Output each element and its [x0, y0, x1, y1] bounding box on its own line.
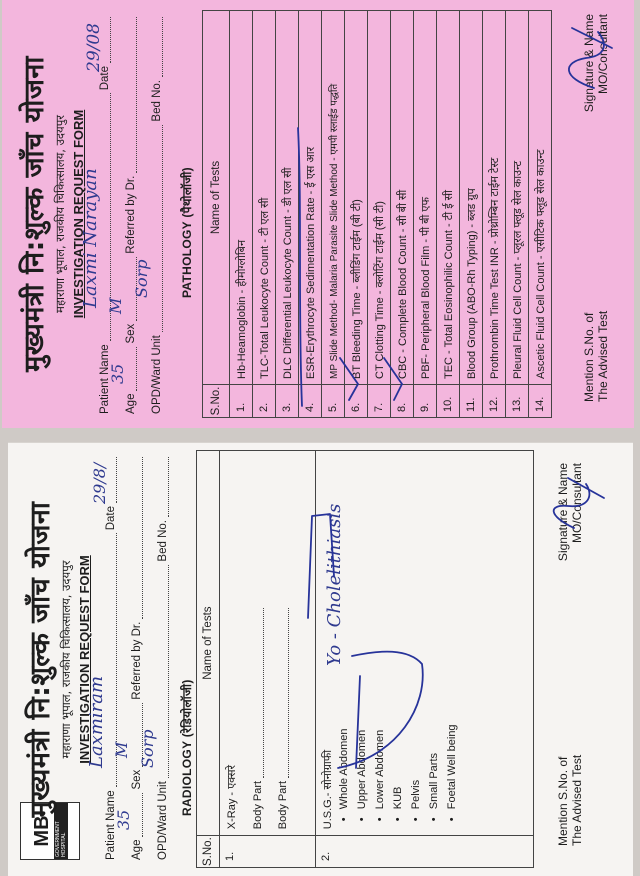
- signature-mark: [554, 478, 604, 528]
- ct-tick-mark: [340, 358, 358, 400]
- usg-option[interactable]: •Lower Abdomen: [374, 729, 386, 822]
- cbc-tick-mark: [384, 358, 402, 400]
- bracket-mark: [308, 514, 334, 618]
- row-test: Ascetic Fluid Cell Count - एसीटिक फ्लूड सेल काउन्ट: [529, 11, 552, 385]
- hospital-name: महाराणा भूपाल, राजकीय चिकित्सालय, उदयपुर: [53, 115, 67, 313]
- handwritten-marks: [2, 0, 634, 428]
- footer-mention: Mention S.No. of The Advised Test: [556, 754, 584, 846]
- radiology-request-form: [8, 442, 633, 876]
- row-sno: 5.: [322, 385, 345, 418]
- handwritten-date: 29/08: [84, 23, 104, 72]
- strike-mark: [298, 128, 302, 406]
- row-sno: 9.: [414, 385, 437, 418]
- handwritten-sex: M: [106, 297, 125, 314]
- scheme-title: मुख्यमंत्री नि:शुल्क जाँच योजना: [19, 56, 50, 372]
- handwritten-opd: Sorp: [138, 729, 157, 768]
- usg-option[interactable]: •Whole Abdomen: [338, 728, 350, 822]
- handwritten-diagnosis: Yo - Cholelithiasis: [324, 503, 345, 666]
- row-sno: 11.: [460, 385, 483, 418]
- row-test: ESR-Erythrocyte Sedimentation Rate - ई एस आर: [299, 11, 322, 385]
- row-sno: 14.: [529, 385, 552, 418]
- usg-option[interactable]: •Upper Abdomen: [356, 729, 368, 822]
- row-sno: 13.: [506, 385, 529, 418]
- form-title: INVESTIGATION REQUEST FORM: [77, 555, 92, 764]
- row-test: TLC-Total Leukocyte Count - टी एल सी: [253, 11, 276, 385]
- row-sno: 3.: [276, 385, 299, 418]
- row-test: PBF- Peripheral Blood Film - पी बी एफ: [414, 11, 437, 385]
- row-test: CBC - Complete Blood Count - सी बी सी: [391, 11, 414, 385]
- form-title: INVESTIGATION REQUEST FORM: [71, 109, 86, 319]
- age-label: Age: [125, 393, 137, 414]
- bed-no-label: Bed No.: [151, 80, 163, 122]
- section-heading: PATHOLOGY (पैथोलॉजी): [180, 167, 194, 298]
- usg-circle-mark: [338, 652, 423, 768]
- scheme-title: मुख्यमंत्री नि:शुल्क जाँच योजना: [25, 501, 56, 818]
- row-test: Blood Group (ABO-Rh Typing) - ब्लड ग्रुप: [460, 11, 483, 385]
- body-part-label: Body Part: [277, 780, 289, 830]
- logo-letters: MB: [31, 815, 53, 847]
- row-sno: 4.: [299, 385, 322, 418]
- logo-caption: GOVERNMENT HOSPITAL: [54, 803, 68, 859]
- handwritten-marks: [8, 442, 633, 876]
- date-label: Date: [99, 66, 111, 91]
- usg-option[interactable]: •KUB: [392, 786, 404, 822]
- row-test: MP Slide Method- Malaria Parasite Slide Method - एमपी स्लाईड पद्धति: [322, 11, 345, 385]
- row-sno: 6.: [345, 385, 368, 418]
- row-sno: 10.: [437, 385, 460, 418]
- hospital-name: महाराणा भूपाल, राजकीय चिकित्सालय, उदयपुर: [59, 560, 73, 759]
- row-sno: 2.: [253, 385, 276, 418]
- row-sno: 1.: [220, 836, 316, 868]
- signature-mark: [569, 28, 612, 88]
- row-sno: 8.: [391, 385, 414, 418]
- sex-label: Sex: [125, 323, 137, 344]
- footer-signature: Signature & Name MO/Consultant: [556, 463, 584, 562]
- age-label: Age: [131, 839, 143, 860]
- usg-label: U.S.G.- सोनोग्राफी: [322, 749, 334, 830]
- test-name-header: Name of Tests: [203, 11, 230, 385]
- row-sno: 12.: [483, 385, 506, 418]
- footer-signature: Signature & Name MO/Consultant: [582, 14, 610, 113]
- handwritten-name: Laxmi Narayan: [80, 168, 101, 308]
- handwritten-age: 35: [108, 363, 127, 384]
- pathology-request-form: [2, 0, 634, 428]
- row-sno: 1.: [230, 385, 253, 418]
- xray-label: X-Ray - एक्सरे: [226, 764, 238, 830]
- patient-name-label: Patient Name: [99, 344, 111, 414]
- sno-header: S.No.: [203, 385, 230, 418]
- row-test: DLC Differential Leukocyte Count - डी एल सी: [276, 11, 299, 385]
- handwritten-sex: M: [112, 741, 131, 758]
- handwritten-opd: Sorp: [132, 259, 151, 298]
- row-sno: 2.: [316, 836, 534, 868]
- footer-mention: Mention S.No. of The Advised Test: [582, 310, 610, 402]
- handwritten-date: 29/8/: [90, 462, 109, 504]
- usg-option[interactable]: •Foetal Well being: [446, 724, 458, 822]
- usg-option[interactable]: •Pelvis: [410, 779, 422, 822]
- section-heading: RADIOLOGY (रेडियोलॉजी): [180, 679, 194, 816]
- row-test: TEC - Total Eosinophilic Count - टी ई सी: [437, 11, 460, 385]
- date-label: Date: [105, 506, 117, 531]
- row-test: Prothrombin Time Test INR - प्रोथ्रोम्बिन टाईम टेस्ट: [483, 11, 506, 385]
- row-test: Hb-Heamoglobin - हीमोग्लोबिन: [230, 11, 253, 385]
- usg-option[interactable]: •Small Parts: [428, 752, 440, 822]
- row-test: Pleural Fluid Cell Count - प्लूरल फ्लूड सेल काउन्ट: [506, 11, 529, 385]
- referred-by-label: Referred by Dr.: [131, 621, 143, 700]
- opd-ward-label: OPD/Ward Unit: [151, 335, 163, 414]
- test-name-header: Name of Tests: [197, 451, 220, 836]
- row-sno: 7.: [368, 385, 391, 418]
- referred-by-label: Referred by Dr.: [125, 175, 137, 254]
- kub-tick-mark: [356, 676, 360, 768]
- row-test: BT Bleeding Time - ब्लीडिंग टाईम (बी टी): [345, 11, 368, 385]
- body-part-label: Body Part: [252, 780, 264, 830]
- sex-label: Sex: [131, 769, 143, 790]
- handwritten-name: Laxmiram: [86, 675, 107, 768]
- patient-name-label: Patient Name: [105, 790, 117, 860]
- sno-header: S.No.: [197, 836, 220, 868]
- handwritten-age: 35: [114, 809, 133, 830]
- row-test: CT Clotting Time - क्लोटिंग टाईम (सी टी): [368, 11, 391, 385]
- bed-no-label: Bed No.: [157, 520, 169, 562]
- opd-ward-label: OPD/Ward Unit: [157, 781, 169, 860]
